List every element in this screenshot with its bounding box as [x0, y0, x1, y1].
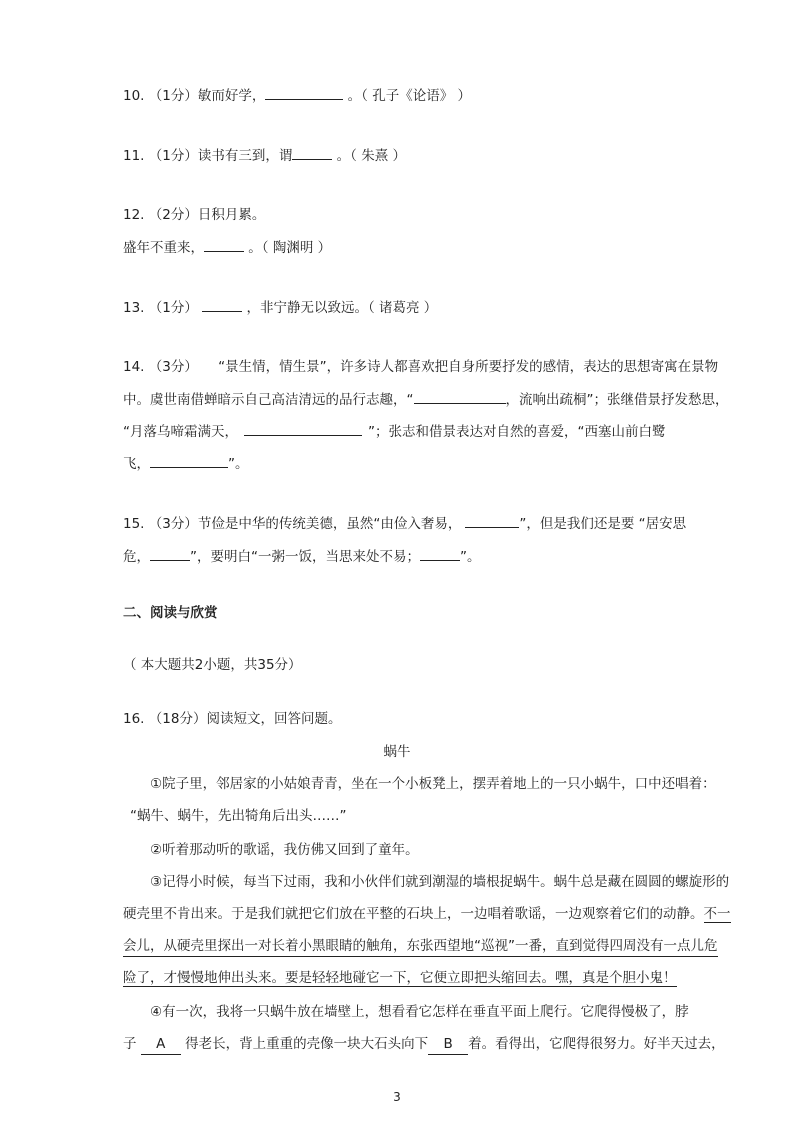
- q14-text: “月落乌啼霜满天，: [123, 424, 238, 440]
- q15-text: ”，但是我们还是要 “居安思: [519, 516, 687, 532]
- q15-blank-2[interactable]: [150, 546, 190, 561]
- q13-blank[interactable]: [202, 297, 242, 312]
- q13-line: [123, 297, 437, 318]
- passage-p4-line1: ④有一次，我将一只蜗牛放在墙壁上，想看看它怎样在垂直平面上爬行。它爬得慢极了，脖: [150, 1004, 689, 1020]
- underlined-text: 不一: [703, 906, 731, 922]
- passage-p1-line2: “蜗牛、蜗牛，先出犄角后出头……”: [130, 808, 347, 824]
- q15-line1: [123, 513, 686, 534]
- q14-text: ”；张志和借景表达对自然的喜爱，“西塞山前白鹭: [368, 424, 666, 440]
- q14-line4: [123, 453, 249, 474]
- q12-prefix: 盛年不重来，: [123, 240, 204, 256]
- passage-text: 子: [123, 1036, 141, 1052]
- q14-text: ”。: [228, 456, 249, 472]
- q12-suffix: 。（ 陶渊明 ）: [244, 240, 332, 256]
- q15-text: 危，: [123, 549, 150, 565]
- q13-suffix: ，非宁静无以致远。（ 诸葛亮 ）: [242, 300, 438, 316]
- q15-text: ”。: [460, 549, 481, 565]
- passage-p3-line3: 会儿，从硬壳里探出一对长着小黑眼睛的触角，东张西望地“巡视”一番，直到觉得四周没有一点儿危: [123, 936, 718, 957]
- passage-text: 硬壳里不肯出来。于是我们就把它们放在平整的石块上，一边唱着歌谣，一边观察着它们的动静。: [123, 906, 704, 922]
- passage-text: 得老长，背上重重的壳像一块大石头向下: [180, 1036, 429, 1052]
- passage-p2: ②听着那动听的歌谣，我仿佛又回到了童年。: [150, 842, 419, 858]
- passage-p3-line4: [123, 968, 677, 988]
- q14-blank-2[interactable]: [244, 421, 362, 436]
- q10-prefix: 10. （1分）敏而好学，: [123, 88, 266, 104]
- q15-blank-3[interactable]: [420, 546, 460, 561]
- q16-intro: 16. （18分）阅读短文，回答问题。: [123, 711, 342, 727]
- q14-text: 中。虞世南借蝉暗示自己高洁清远的品行志趣，“: [123, 392, 414, 408]
- blank-a[interactable]: A: [141, 1034, 181, 1055]
- page-number: 3: [393, 1090, 401, 1104]
- q10-line: [123, 85, 471, 106]
- q12-line2: [123, 237, 331, 258]
- q14-text: 飞，: [123, 456, 150, 472]
- q10-suffix: 。（ 孔子《论语》 ）: [343, 88, 471, 104]
- section-title: 二、阅读与欣赏: [123, 605, 218, 621]
- q11-suffix: 。（ 朱熹 ）: [332, 148, 406, 164]
- passage-text: 着。看得出，它爬得很努力。好半天过去，: [468, 1036, 725, 1052]
- q11-blank[interactable]: [292, 145, 332, 160]
- q15-text: 15. （3分）节俭是中华的传统美德，虽然“由俭入奢易，: [123, 516, 462, 532]
- passage-title: 蜗牛: [383, 744, 411, 760]
- blank-b[interactable]: B: [428, 1034, 468, 1055]
- q14-blank-1[interactable]: [414, 389, 506, 404]
- section-note: （ 本大题共2小题，共35分）: [123, 657, 302, 673]
- q12-line1: 12. （2分）日积月累。: [123, 207, 266, 223]
- q10-blank[interactable]: [265, 85, 343, 100]
- underlined-text: 险了，才慢慢地伸出头来。要是轻轻地碰它一下，它便立即把头缩回去。嘿，真是个胆小鬼！: [123, 970, 677, 986]
- q15-blank-1[interactable]: [465, 513, 519, 528]
- q14-line1: 14. （3分） “景生情，情生景”，许多诗人都喜欢把自身所要抒发的感情，表达的思想寄寓在景物: [123, 359, 719, 375]
- q14-line2: [123, 389, 729, 410]
- passage-p4-line2: [123, 1034, 725, 1055]
- q11-line: [123, 145, 406, 166]
- q14-line3: [123, 421, 666, 442]
- passage-p3-line1: ③记得小时候，每当下过雨，我和小伙伴们就到潮湿的墙根捉蜗牛。蜗牛总是藏在圆圆的螺旋形的: [150, 874, 730, 890]
- q12-blank[interactable]: [204, 237, 244, 252]
- passage-p1-line1: ①院子里，邻居家的小姑娘青青，坐在一个小板凳上，摆弄着地上的一只小蜗牛，口中还唱着：: [150, 776, 716, 792]
- q15-text: ”，要明白“一粥一饭，当思来处不易；: [190, 549, 420, 565]
- q15-line2: [123, 546, 481, 567]
- q14-blank-3[interactable]: [150, 453, 228, 468]
- passage-p3-line2: [123, 904, 731, 924]
- q13-prefix: 13. （1分）: [123, 300, 203, 316]
- q11-prefix: 11. （1分）读书有三到，谓: [123, 148, 293, 164]
- q14-text: ，流响出疏桐”；张继借景抒发愁思，: [505, 392, 729, 408]
